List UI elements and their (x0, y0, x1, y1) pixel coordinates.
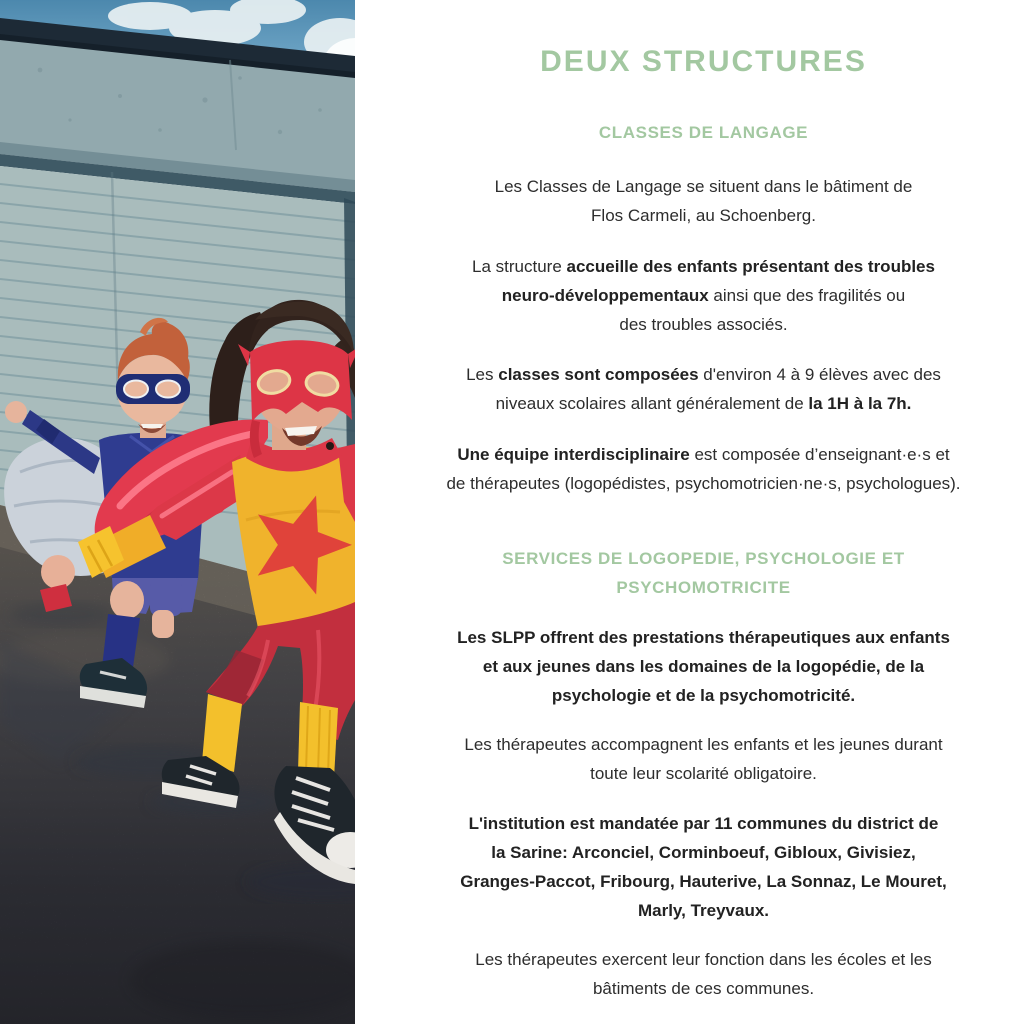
section-services-slpp (393, 544, 1014, 1003)
paragraph-therapeutes-ecoles: Les thérapeutes exercent leur fonction dans les écoles et les bâtiments de ces communes. (475, 950, 932, 998)
text-panel (355, 0, 1024, 1024)
paragraph-communes-mandat: L'institution est mandatée par 11 communes du district de la Sarine: Arconciel, Corminboeuf, Gibloux, Givisiez, Granges-Paccot, Fribourg, Hauterive, La Sonnaz, Le Mouret, Marly, Treyvaux. (460, 814, 947, 920)
superhero-kids-illustration (0, 0, 355, 1024)
page-title: DEUX STRUCTURES (540, 45, 867, 78)
paragraph-therapeutes-accompagnement: Les thérapeutes accompagnent les enfants et les jeunes durant toute leur scolarité obligatoire. (464, 735, 943, 783)
section-heading-classes-de-langage: CLASSES DE LANGAGE (598, 123, 809, 142)
paragraph-location: Les Classes de Langage se situent dans le bâtiment de Flos Carmeli, au Schoenberg. (494, 177, 913, 225)
hero-photo (0, 0, 355, 1024)
paragraph-classes-composition: Les classes sont composées d'environ 4 à 9 élèves avec des niveaux scolaires allant généralement de la 1H à la 7h. (466, 365, 941, 413)
paragraph-slpp-prestations: Les SLPP offrent des prestations thérapeutiques aux enfants et aux jeunes dans les domaines de la logopédie, de la psychologie et de la psychomotricité. (457, 628, 950, 705)
section-heading-services-slpp: SERVICES DE LOGOPEDIE, PSYCHOLOGIE ET PSYCHOMOTRICITE (502, 549, 905, 597)
paragraph-structure-accueil: La structure accueille des enfants présentant des troubles neuro-développementaux ainsi que des fragilités ou des troubles associés. (472, 257, 935, 334)
section-classes-de-langage (393, 118, 1014, 498)
paragraph-equipe: Une équipe interdisciplinaire est composée d’enseignant·e·s et de thérapeutes (logopédistes, psychomotricien·ne·s, psychologues). (446, 445, 961, 493)
